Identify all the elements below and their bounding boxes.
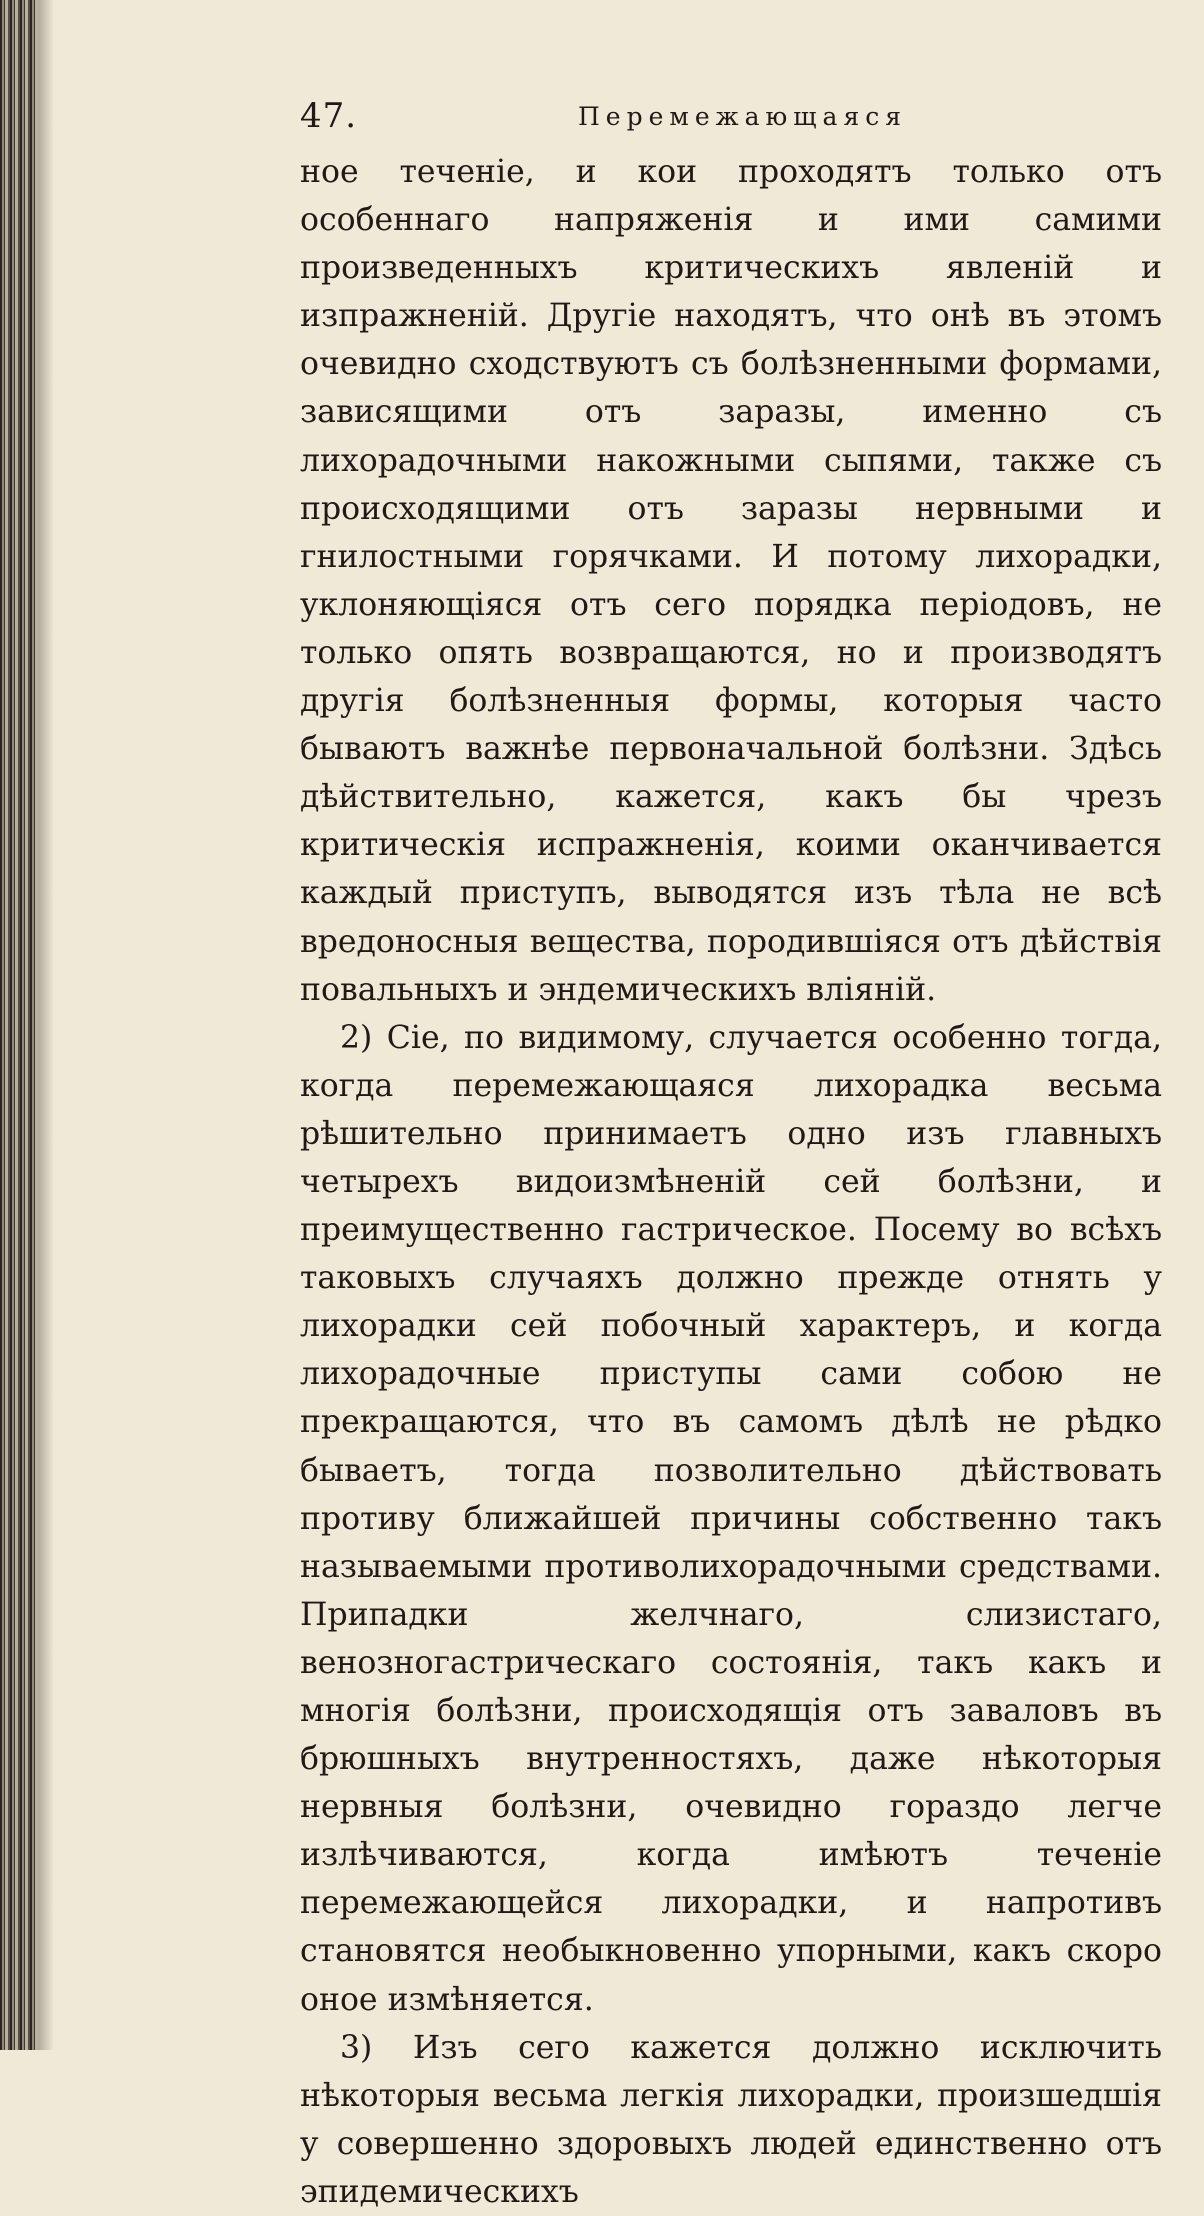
- page-content: [300, 96, 1162, 2216]
- page-number: 47.: [300, 96, 358, 136]
- paragraph-continued: ное теченіе, и кои проходятъ только отъ особеннаго напряженія и ими самими произведенныхъ критическихъ явленій и изпражненій. Другіе находятъ, что онѣ въ этомъ очевидно сходствуютъ съ болѣзненными формами, зависящими отъ заразы, именно съ лихорадочными накожными сыпями, также съ происходящими отъ заразы нервными и гнилостными горячками. И потому лихорадки, уклоняющіяся отъ сего порядка періодовъ, не только опять возвращаются, но и производятъ другія болѣзненныя формы, которыя часто бываютъ важнѣе первоначальной болѣзни. Здѣсь дѣйствительно, кажется, какъ бы чрезъ критическія испражненія, коими оканчивается каждый приступъ, выводятся изъ тѣла не всѣ вредоносныя вещества, породившіяся отъ дѣйствія повальныхъ и эндемическихъ вліяній.: [300, 154, 1162, 1008]
- gutter-shadow: [38, 0, 54, 2050]
- running-title: Перемежающаяся: [578, 102, 907, 131]
- book-spine-edge: [0, 0, 38, 2050]
- paragraph-2: 2) Сіе, по видимому, случается особенно тогда, когда перемежающаяся лихорадка весьма рѣшительно принимаетъ одно изъ главныхъ четырехъ видоизмѣненій сей болѣзни, и преимущественно гастрическое. Посему во всѣхъ таковыхъ случаяхъ должно прежде отнять у лихорадки сей побочный характеръ, и когда лихорадочные приступы сами собою не прекращаются, что въ самомъ дѣлѣ не рѣдко бываетъ, тогда позволительно дѣйствовать противу ближайшей причины собственно такъ называемыми противолихорадочными средствами. Припадки желчнаго, слизистаго, венозногастрическаго состоянія, такъ какъ и многія болѣзни, происходящія отъ заваловъ въ брюшныхъ внутренностяхъ, даже нѣкоторыя нервныя болѣзни, очевидно гораздо легче излѣчиваются, когда имѣютъ теченіе перемежающейся лихорадки, и напротивъ становятся необыкновенно упорными, какъ скоро оное измѣняется.: [300, 1019, 1162, 2018]
- page-header: [300, 96, 1162, 142]
- paragraph-3: 3) Изъ сего кажется должно исключить нѣкоторыя весьма легкія лихорадки, произшедшія у совершенно здоровыхъ людей единственно отъ эпидемическихъ: [300, 2029, 1162, 2210]
